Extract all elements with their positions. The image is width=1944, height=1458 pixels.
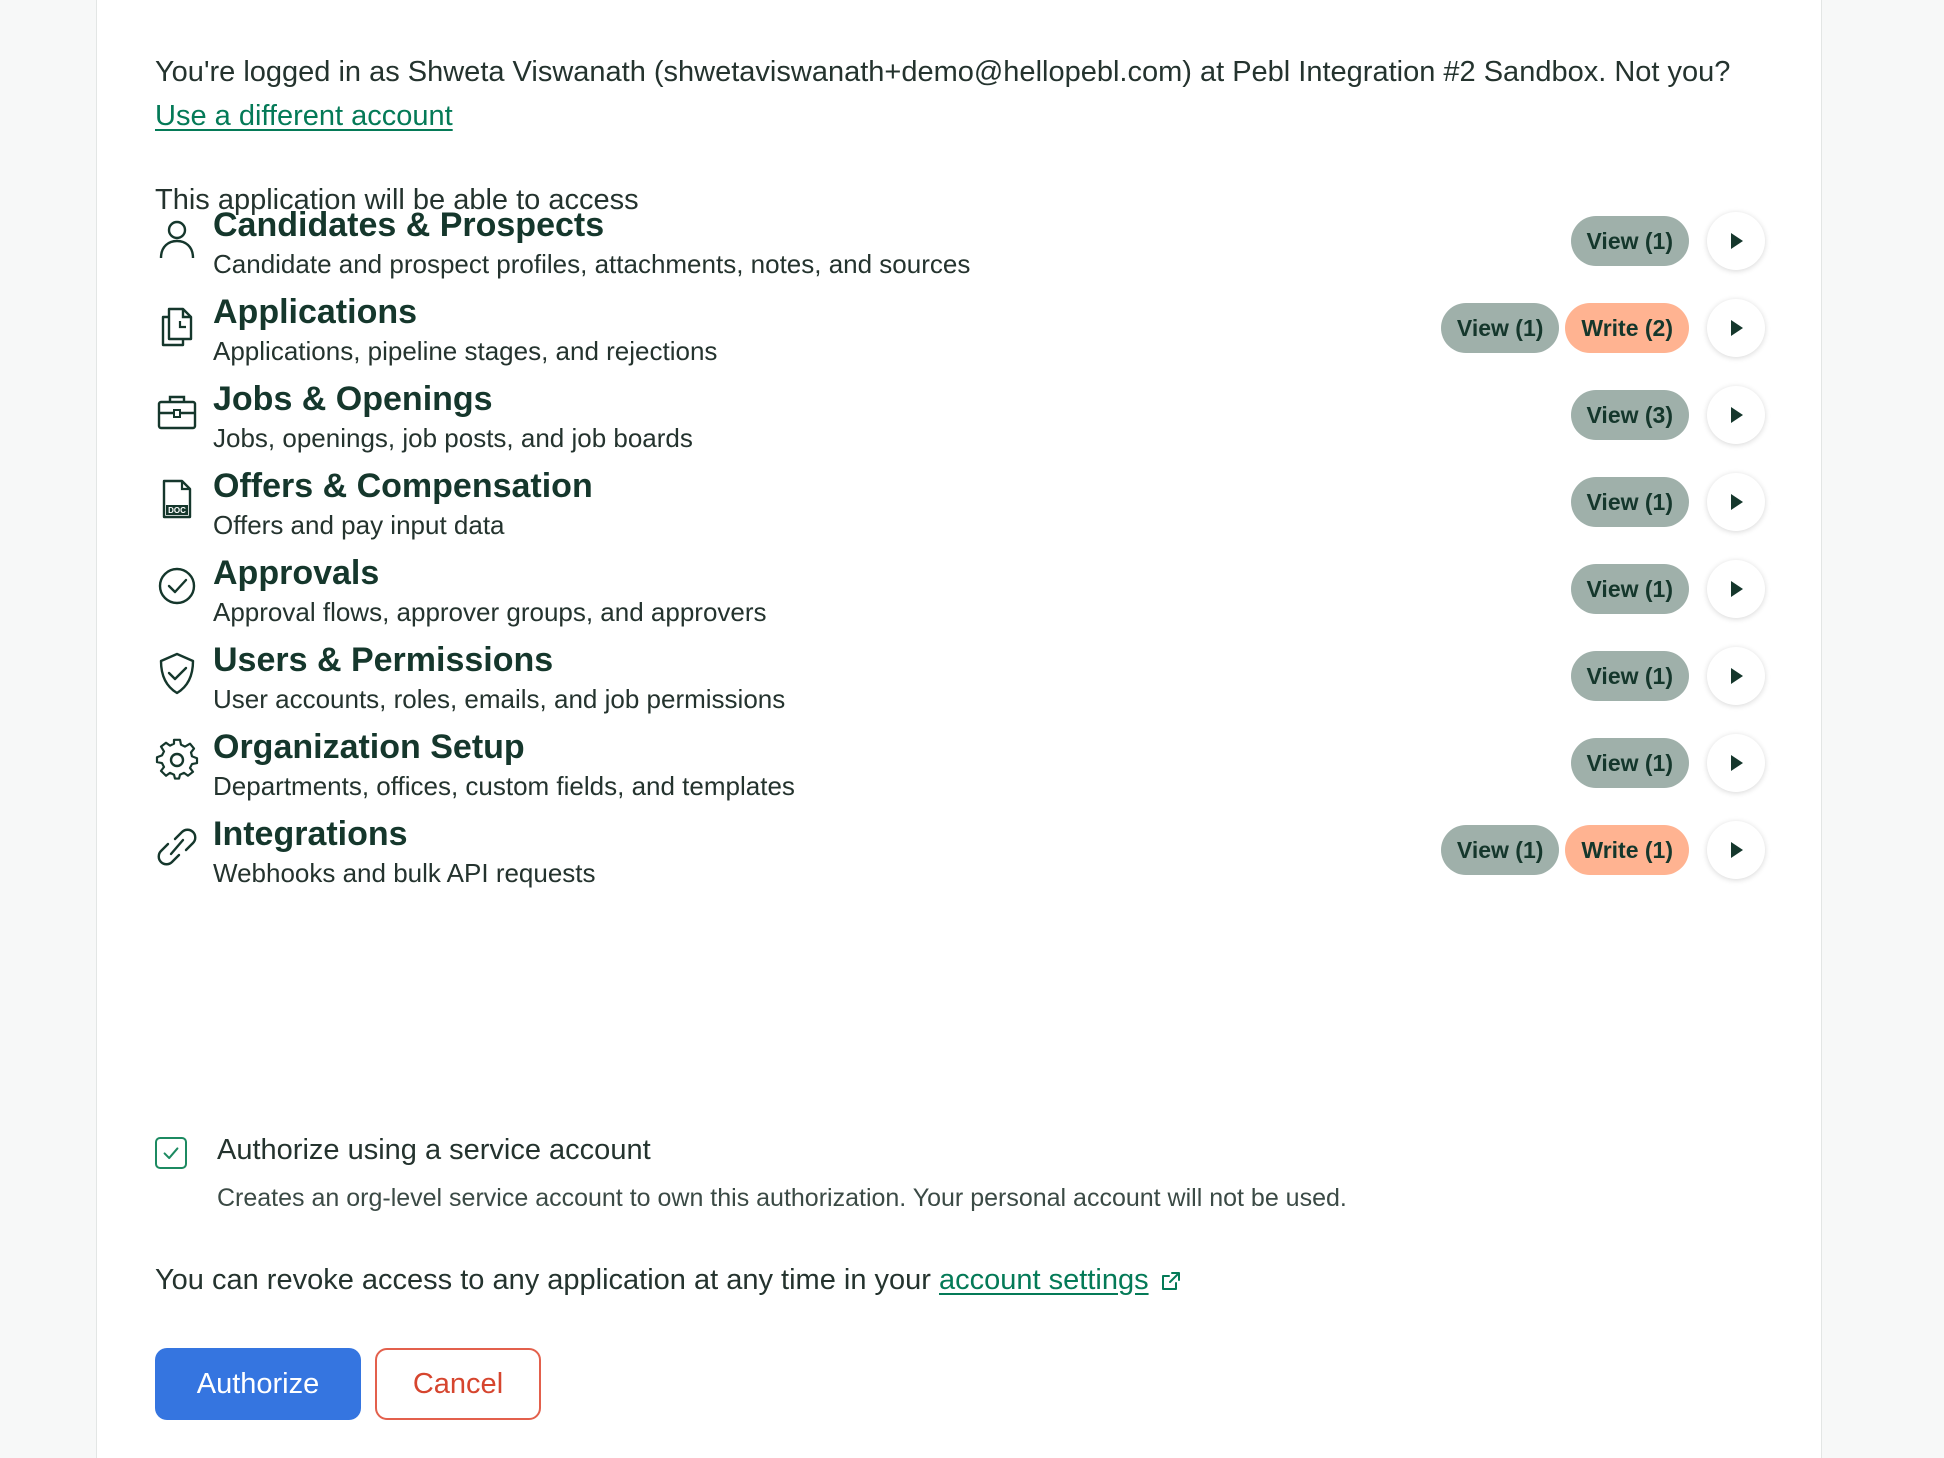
permission-badges: [1571, 216, 1690, 266]
view-permission-badge: View (1): [1571, 651, 1690, 701]
briefcase-icon: [155, 388, 199, 436]
expand-scope-button[interactable]: [1707, 299, 1765, 357]
documents-icon: [155, 301, 199, 349]
scope-description: Candidate and prospect profiles, attachments, notes, and sources: [213, 249, 971, 279]
expand-scope-button[interactable]: [1707, 647, 1765, 705]
play-arrow-icon: [1725, 317, 1747, 339]
play-arrow-icon: [1725, 404, 1747, 426]
link-icon: [155, 823, 199, 871]
view-permission-badge: View (1): [1441, 825, 1560, 875]
revoke-text: You can revoke access to any application at any time in your: [155, 1264, 931, 1296]
shield-check-icon: [155, 649, 199, 697]
play-arrow-icon: [1725, 230, 1747, 252]
scope-title: Jobs & Openings: [213, 380, 493, 418]
permission-badges: [1441, 303, 1689, 353]
expand-scope-button[interactable]: [1707, 560, 1765, 618]
scope-title: Users & Permissions: [213, 641, 554, 679]
expand-scope-button[interactable]: [1707, 821, 1765, 879]
view-permission-badge: View (1): [1441, 303, 1560, 353]
scope-description: Jobs, openings, job posts, and job boards: [213, 423, 693, 453]
access-heading: This application will be able to access: [155, 184, 639, 216]
check-circle-icon: [155, 562, 199, 610]
authorize-button[interactable]: Authorize: [155, 1348, 361, 1420]
view-permission-badge: View (1): [1571, 216, 1690, 266]
service-account-checkbox[interactable]: [155, 1137, 187, 1169]
expand-scope-button[interactable]: [1707, 212, 1765, 270]
scope-description: Offers and pay input data: [213, 510, 505, 540]
permission-badges: [1571, 738, 1690, 788]
external-link-icon[interactable]: [1159, 1269, 1183, 1293]
write-permission-badge: Write (1): [1565, 825, 1689, 875]
expand-scope-button[interactable]: [1707, 386, 1765, 444]
permission-badges: [1571, 564, 1690, 614]
expand-scope-button[interactable]: [1707, 473, 1765, 531]
scope-description: Approval flows, approver groups, and approvers: [213, 597, 767, 627]
view-permission-badge: View (1): [1571, 738, 1690, 788]
permission-badges: [1441, 825, 1689, 875]
play-arrow-icon: [1725, 578, 1747, 600]
service-account-description: Creates an org-level service account to own this authorization. Your personal account will not be used.: [217, 1184, 1347, 1212]
permission-badges: [1571, 390, 1690, 440]
scope-title: Applications: [213, 293, 418, 331]
service-account-option: [155, 1134, 1765, 1224]
view-permission-badge: View (1): [1571, 477, 1690, 527]
account-settings-link[interactable]: account settings: [939, 1264, 1149, 1296]
play-arrow-icon: [1725, 839, 1747, 861]
permission-badges: [1571, 651, 1690, 701]
write-permission-badge: Write (2): [1565, 303, 1689, 353]
scope-row: [155, 815, 1765, 923]
scope-description: Departments, offices, custom fields, and templates: [213, 771, 795, 801]
service-account-label: Authorize using a service account: [217, 1134, 651, 1166]
scope-title: Organization Setup: [213, 728, 525, 766]
person-icon: [155, 214, 199, 262]
logged-in-text: You're logged in as Shweta Viswanath (shwetaviswanath+demo@hellopebl.com) at Pebl Integration #2 Sandbox. Not you?: [155, 56, 1731, 88]
play-arrow-icon: [1725, 491, 1747, 513]
play-arrow-icon: [1725, 752, 1747, 774]
scope-description: User accounts, roles, emails, and job permissions: [213, 684, 786, 714]
action-buttons: [155, 1348, 541, 1420]
view-permission-badge: View (1): [1571, 564, 1690, 614]
play-arrow-icon: [1725, 665, 1747, 687]
authorization-card: [96, 0, 1822, 1458]
view-permission-badge: View (3): [1571, 390, 1690, 440]
cancel-button[interactable]: Cancel: [375, 1348, 541, 1420]
expand-scope-button[interactable]: [1707, 734, 1765, 792]
gear-icon: [155, 736, 199, 784]
scope-title: Approvals: [213, 554, 380, 592]
scope-description: Webhooks and bulk API requests: [213, 858, 596, 888]
checkmark-icon: [160, 1142, 182, 1164]
scope-title: Offers & Compensation: [213, 467, 593, 505]
logged-in-notice: [155, 50, 1755, 138]
permission-badges: [1571, 477, 1690, 527]
scope-description: Applications, pipeline stages, and rejections: [213, 336, 718, 366]
scope-title: Candidates & Prospects: [213, 206, 605, 244]
scope-title: Integrations: [213, 815, 408, 853]
revoke-notice: [155, 1264, 1183, 1297]
use-different-account-link[interactable]: Use a different account: [155, 100, 453, 132]
svg-text:DOC: DOC: [168, 506, 186, 515]
doc-file-icon: [155, 475, 199, 523]
